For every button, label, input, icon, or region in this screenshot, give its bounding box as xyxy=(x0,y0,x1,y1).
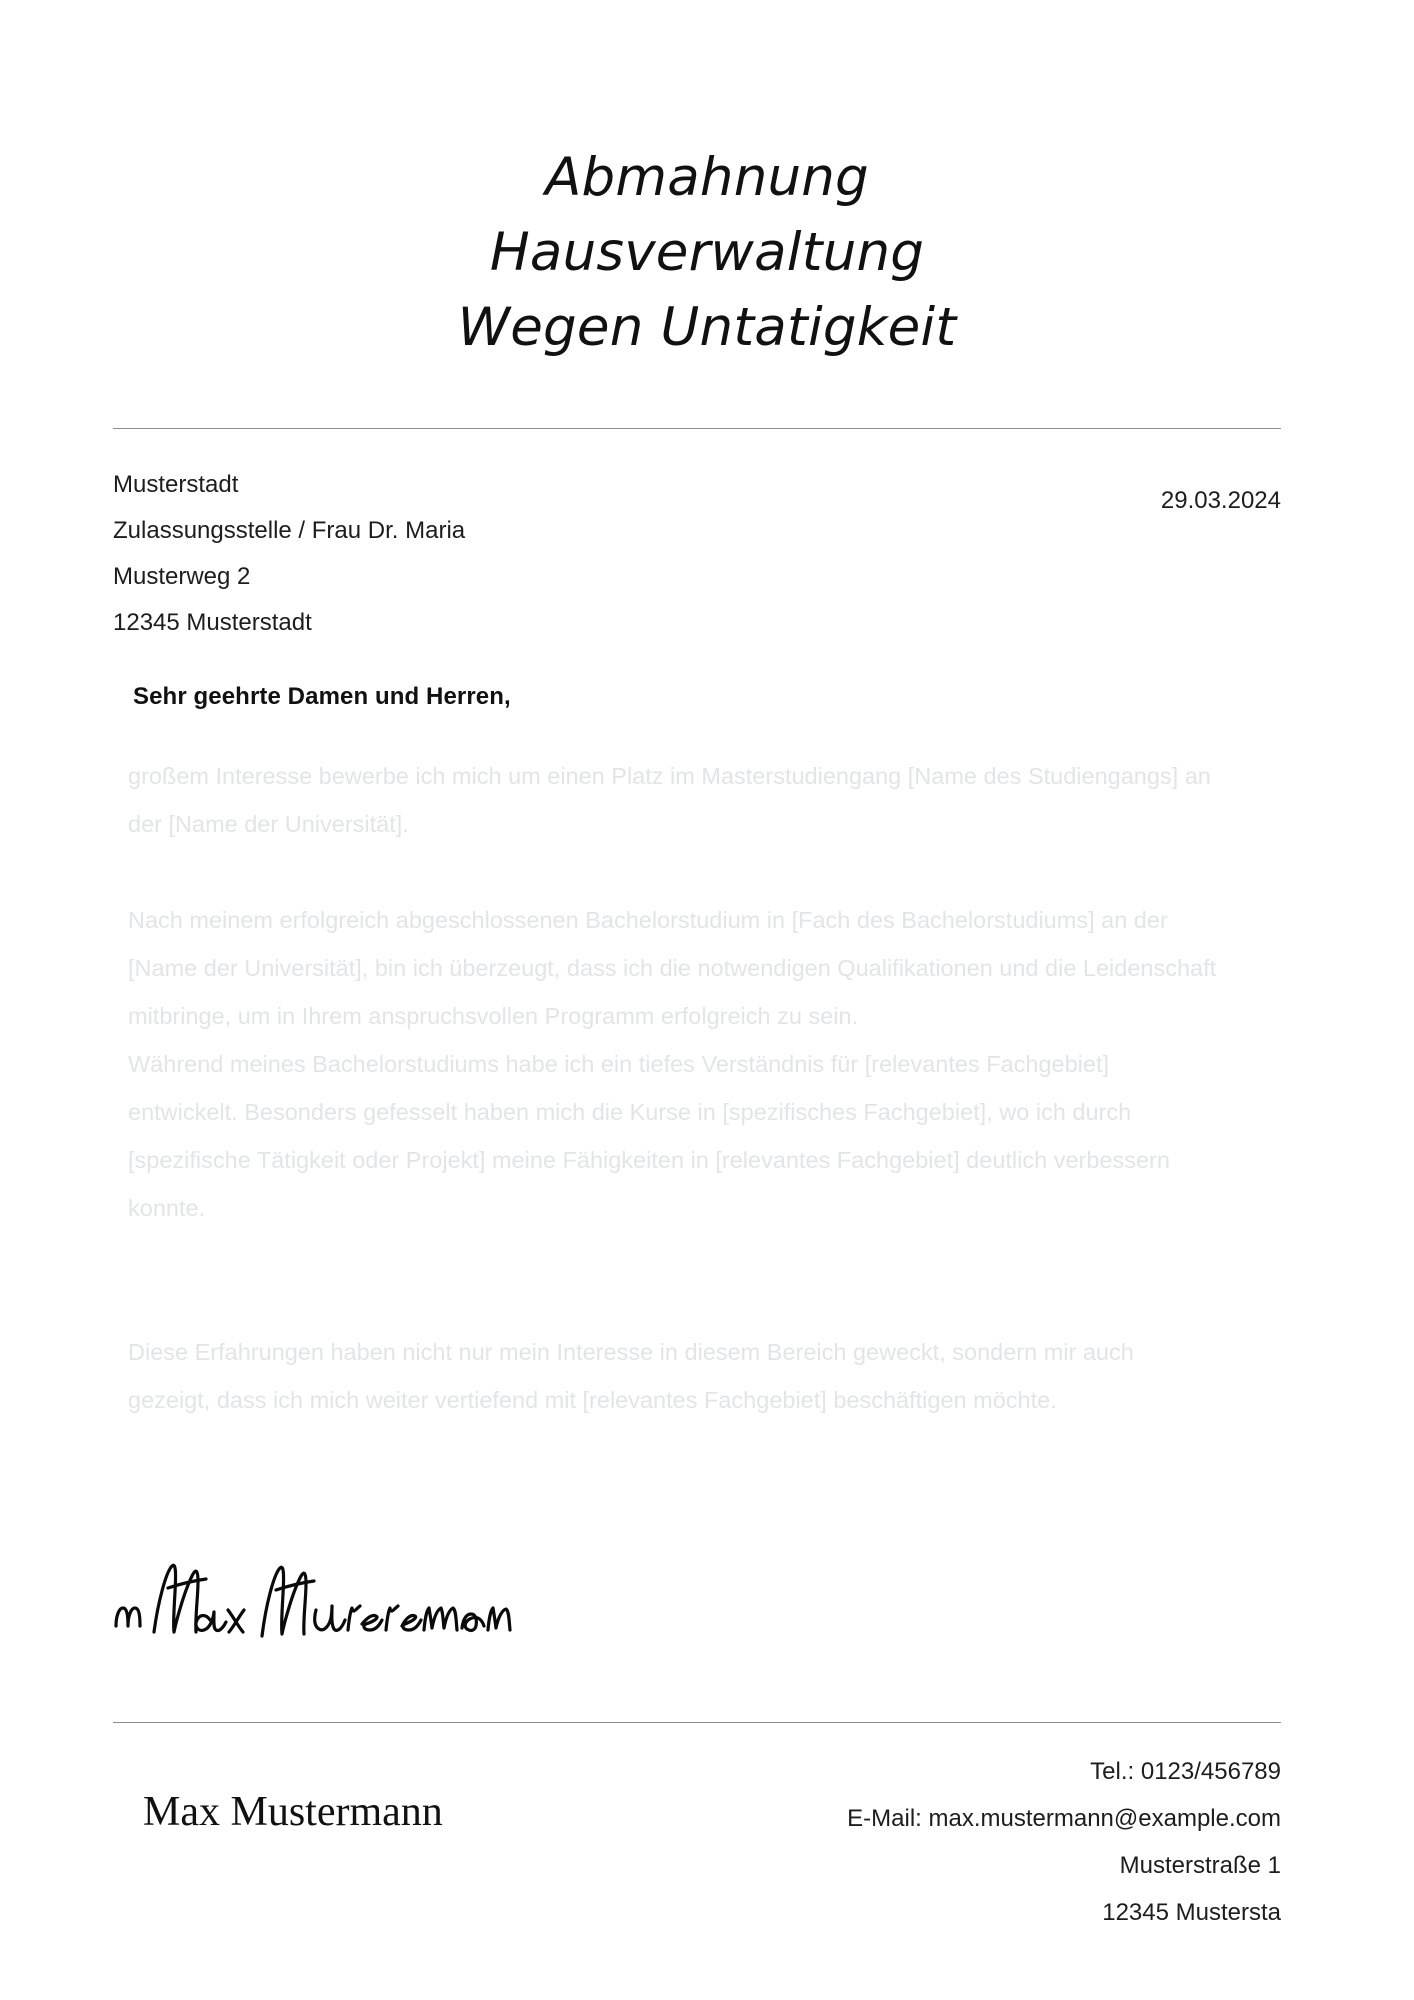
page-title xyxy=(0,140,1414,365)
signature-image xyxy=(110,1548,530,1658)
contact-street: Musterstraße 1 xyxy=(1119,1852,1281,1879)
letter-body xyxy=(128,752,1218,1424)
recipient-address xyxy=(113,462,465,646)
salutation: Sehr geehrte Damen und Herren, xyxy=(133,683,511,710)
letter-footer xyxy=(113,1748,1281,1936)
body-paragraph-4: Diese Erfahrungen haben nicht nur mein Interesse in diesem Bereich geweckt, sondern mir auch gezeigt, dass ich mich weiter vertiefend mit [relevantes Fachgebiet] beschäftigen möchte. xyxy=(128,1339,1134,1413)
title-line-2: Hausverwaltung xyxy=(489,222,925,283)
contact-phone: Tel.: 0123/456789 xyxy=(1090,1758,1281,1785)
title-line-3: Wegen Untatigkeit xyxy=(457,297,957,358)
sender-name: Max Mustermann xyxy=(143,1789,443,1835)
title-line-1: Abmahnung xyxy=(545,147,869,208)
recipient-line-2: Zulassungsstelle / Frau Dr. Maria xyxy=(113,517,466,544)
contact-city: 12345 Mustersta xyxy=(1102,1899,1281,1926)
recipient-line-3: Musterweg 2 xyxy=(113,563,251,590)
recipient-line-1: Musterstadt xyxy=(113,471,239,498)
sender-contact xyxy=(847,1748,1281,1936)
recipient-line-4: 12345 Musterstadt xyxy=(113,609,312,636)
letter-meta xyxy=(113,462,1281,646)
header-divider xyxy=(113,428,1281,429)
footer-divider xyxy=(113,1722,1281,1723)
body-spacer xyxy=(128,1232,1218,1328)
letter-date: 29.03.2024 xyxy=(1160,487,1281,514)
body-paragraph-1: großem Interesse bewerbe ich mich um einen Platz im Masterstudiengang [Name des Studiengangs] an der [Name der Universität]. xyxy=(128,763,1211,837)
body-paragraph-3: Während meines Bachelorstudiums habe ich ein tiefes Verständnis für [relevantes Fachgebiet] entwickelt. Besonders gefesselt haben mich die Kurse in [spezifisches Fachgebiet], wo ich durch [spezifische Tätigkeit oder Projekt] meine Fähigkeiten in [relevantes Fachgebiet] deutlich verbessern konnte. xyxy=(128,1051,1170,1221)
body-paragraph-2: Nach meinem erfolgreich abgeschlossenen Bachelorstudium in [Fach des Bachelorstudiums] an der [Name der Universität], bin ich überzeugt, dass ich die notwendigen Qualifikationen und die Leidenschaft mitbringe, um in Ihrem anspruchsvollen Programm erfolgreich zu sein. xyxy=(128,907,1217,1029)
contact-email: E-Mail: max.mustermann@example.com xyxy=(847,1805,1281,1832)
